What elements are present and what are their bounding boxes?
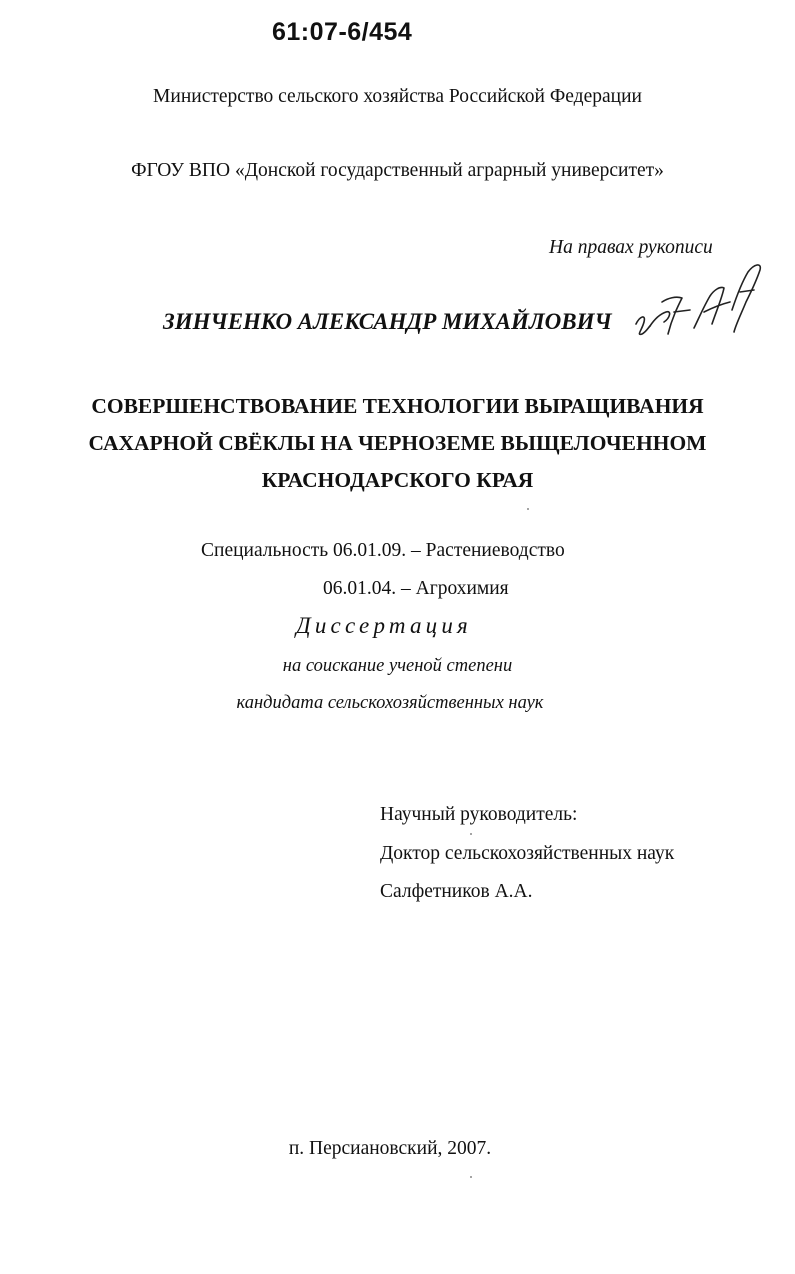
supervisor-label: Научный руководитель: <box>380 804 578 825</box>
degree-line-1: на соискание ученой степени <box>282 656 513 676</box>
author-name: ЗИНЧЕНКО АЛЕКСАНДР МИХАЙЛОВИЧ <box>163 309 612 334</box>
dissertation-label: Диссертация <box>296 613 472 638</box>
title-line-3: КРАСНОДАРСКОГО КРАЯ <box>261 468 534 492</box>
title-line-1: СОВЕРШЕНСТВОВАНИЕ ТЕХНОЛОГИИ ВЫРАЩИВАНИЯ <box>91 394 704 418</box>
scan-speck <box>527 508 529 510</box>
degree-line-2: кандидата сельскохозяйственных наук <box>236 693 544 713</box>
specialty-line-2: 06.01.04. – Агрохимия <box>323 578 509 599</box>
manuscript-note: На правах рукописи <box>549 237 713 258</box>
place-year: п. Персиановский, 2007. <box>288 1138 492 1159</box>
ministry-name: Министерство сельского хозяйства Российской Федерации <box>153 86 642 107</box>
university-name: ФГОУ ВПО «Донской государственный аграрный университет» <box>131 160 664 181</box>
title-line-2: САХАРНОЙ СВЁКЛЫ НА ЧЕРНОЗЕМЕ ВЫЩЕЛОЧЕННОМ <box>88 431 707 455</box>
supervisor-degree: Доктор сельскохозяйственных наук <box>380 843 675 864</box>
scan-speck <box>470 1176 472 1178</box>
dissertation-title <box>0 388 795 499</box>
scan-speck <box>470 833 472 835</box>
specialty-line-1: Специальность 06.01.09. – Растениеводство <box>201 540 565 561</box>
catalog-code: 61:07-6/454 <box>272 18 413 46</box>
supervisor-name: Салфетников А.А. <box>380 881 533 902</box>
handwritten-signature <box>632 262 772 342</box>
